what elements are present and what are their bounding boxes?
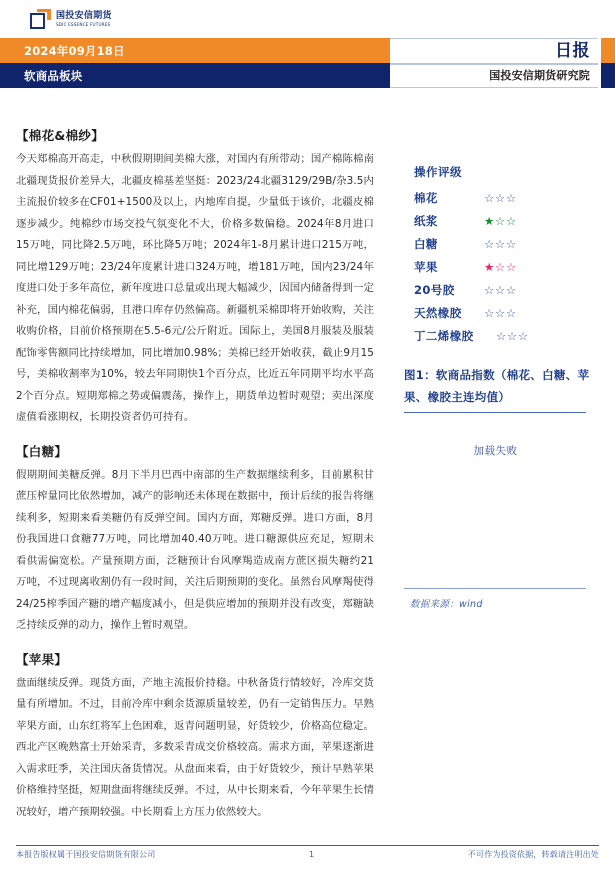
page-footer xyxy=(16,845,599,860)
rating-row-butadiene-rubber xyxy=(414,328,603,344)
figure-bottom-rule xyxy=(404,588,586,589)
rating-product-name: 纸浆 xyxy=(414,214,438,228)
section-body: 假期期间美糖反弹。8月下半月巴西中南部的生产数据继续利多，目前累积甘蔗压榨量同比依然增加，减产的影响还未体现在数据中，预计后续的报告将继续利多，短期来看美糖仍有反弹空间。国内方面，郑糖反弹。进口方面，8月份我国进口食糖77万吨，同比增加40.40万吨。进口糖源供应充足，短期未看供需偏宽松。产量预期方面，泛糖预计台风摩羯造成南方蔗区损失糖约21万吨，不过现离收割仍有一段时间，关注后期预期的变化。虽然台风摩羯使得24/25榨季国产糖的增产幅度减小，但是供应增加的预期并没有改变，郑糖缺乏持续反弹的动力，操作上暂时观望。 xyxy=(16,468,374,631)
section-body: 盘面继续反弹。现货方面，产地主流报价持稳。中秋备货行情较好，冷库交货量有所增加。不过，目前冷库中剩余货源质量较差，仍有一定销售压力。早熟苹果方面，山东红将军上色困难，返青问题明显，好货较少，价格高位稳定。西北产区晚熟富士开始采青，多数采青成交价格较高。需求方面，苹果逐渐进入需求旺季，关注国庆备货情况。从盘面来看，由于好货较少，预计早熟苹果价格维持坚挺，短期盘面将继续反弹。不过，从中长期来看，今年苹果生长情况较好，增产预期较强。中长期看上方压力依然较大。 xyxy=(16,676,374,818)
rating-row-apple xyxy=(414,259,603,275)
report-type-title: 日报 xyxy=(555,41,590,61)
figure-data-source: 数据来源：wind xyxy=(410,599,483,611)
rating-row-sugar xyxy=(414,236,603,252)
header-right-panel xyxy=(390,38,598,88)
logo-company-name-en: SDIC ESSENCE FUTURES xyxy=(56,21,111,27)
section-title: 【苹果】 xyxy=(16,651,68,667)
operation-rating-table xyxy=(388,164,603,344)
sidebar-column xyxy=(388,126,603,610)
report-sector: 软商品板块 xyxy=(24,68,83,83)
rating-stars: ☆☆☆ xyxy=(496,329,529,343)
figure-chart-area xyxy=(388,413,603,588)
section-cotton xyxy=(16,126,374,429)
rating-product-name: 20号胶 xyxy=(414,283,455,297)
rating-row-rubber20 xyxy=(414,282,603,298)
rating-stars: ★☆☆ xyxy=(484,260,517,274)
figure-load-failed-text: 加载失败 xyxy=(473,445,518,458)
research-institute-name: 国投安信期货研究院 xyxy=(489,69,590,82)
rating-stars: ★☆☆ xyxy=(484,214,517,228)
report-date: 2024年09月18日 xyxy=(24,43,125,58)
footer-page-number: 1 xyxy=(308,850,315,859)
rating-stars: ☆☆☆ xyxy=(484,283,517,297)
figure-caption: 图1：软商品指数（棉花、白糖、苹果、橡胶主连均值） xyxy=(404,368,590,404)
rating-row-pulp xyxy=(414,213,603,229)
company-logo xyxy=(30,9,112,30)
section-body: 今天郑棉高开高走，中秋假期期间美棉大涨，对国内有所带动；国产棉陈棉南北疆现货报价差异大，北疆皮棉基差坚挺：2023/24北疆3129/29B/杂3.5内主流报价较多在CF01+1500及以上，内地库自提，少量低于该价，北疆皮棉逐步减少。纯棉纱市场交投气氛变化不大，价格多数偏稳。2024年8月进口15万吨，同比降2.5万吨，环比降5万吨；2024年1-8月累计进口215万吨，同比增129万吨；23/24年度累计进口324万吨，增181万吨，国内23/24年度进口处于多年高位，新年度进口总量或出现大幅减少，因国内储备得到一定补充，国内棉花偏弱，且港口库存仍然偏高。新疆机采棉即将开始收购，关注收购价格，目前价格预期在5.5-6元/公斤附近。国际上，美国8月服装及服装配饰零售额同比持续增加，同比增加0.98%；美棉已经开始收获，截止9月15号，美棉收割率为10%，较去年同期快1个百分点，比近五年同期平均水平高2个百分点。短期郑棉之势或偏震荡，操作上，期货单边暂时观望；卖出深度虚值看涨期权，长期投资者仍可持有。 xyxy=(16,153,374,423)
section-title: 【白糖】 xyxy=(16,443,68,459)
rating-row-cotton xyxy=(414,190,603,206)
article-column xyxy=(16,126,374,836)
section-title: 【棉花&棉纱】 xyxy=(16,128,105,143)
rating-stars: ☆☆☆ xyxy=(484,237,517,251)
footer-disclaimer: 不可作为投资依据，转载请注明出处 xyxy=(467,850,599,859)
edge-strip-blue xyxy=(601,63,615,88)
footer-copyright: 本报告版权属于国投安信期货有限公司 xyxy=(16,850,156,859)
rating-stars: ☆☆☆ xyxy=(484,306,517,320)
rating-product-name: 白糖 xyxy=(414,237,438,251)
rating-product-name: 天然橡胶 xyxy=(414,306,462,320)
rating-stars: ☆☆☆ xyxy=(484,191,517,205)
section-sugar xyxy=(16,442,374,637)
logo-company-name-cn: 国投安信期货 xyxy=(56,11,112,22)
logo-square-mark-icon xyxy=(30,9,51,30)
rating-product-name: 丁二烯橡胶 xyxy=(414,329,474,343)
rating-table-header: 操作评级 xyxy=(414,165,462,179)
rating-row-natural-rubber xyxy=(414,305,603,321)
rating-product-name: 苹果 xyxy=(414,260,438,274)
edge-strip-orange xyxy=(601,38,615,63)
rating-product-name: 棉花 xyxy=(414,191,438,205)
section-apple xyxy=(16,650,374,824)
